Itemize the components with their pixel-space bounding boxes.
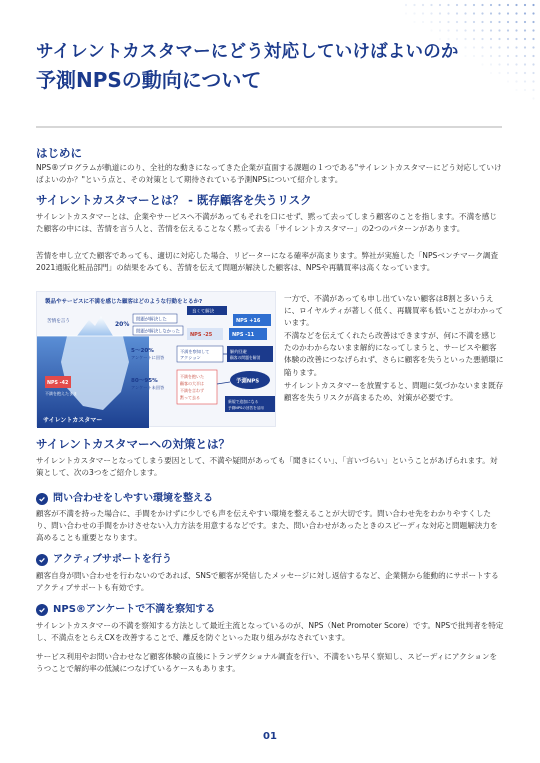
action-2-line-1: 不満を抱いた xyxy=(180,374,204,379)
decorative-dot xyxy=(515,38,517,40)
decorative-dot xyxy=(464,4,466,6)
decorative-dot xyxy=(532,55,534,57)
sub3-paragraph-2: サービス利用やお問い合わせなど顧客体験の直後にトランザクショナル調査を行い、不満をいち早く察知し、スピーディにアクションをうつことで解約率の低減につなげているケースもあります。 xyxy=(36,652,498,674)
decorative-dot xyxy=(481,12,483,14)
decorative-dot xyxy=(532,38,534,40)
title-line-1: サイレントカスタマーにどう対応していけばよいのか xyxy=(36,42,459,62)
decorative-dot xyxy=(507,21,509,23)
decorative-dot xyxy=(532,46,534,48)
result-1-line-1: 解約回避 xyxy=(230,349,247,354)
decorative-dot xyxy=(524,55,526,57)
section1-side-3: サイレントカスタマーを放置すると、問題に気づかないまま既存顧客を失うリスクが高まるため、対策が必要です。 xyxy=(284,381,504,403)
decorative-dot xyxy=(439,12,441,14)
predict-nps-label: 予測NPS xyxy=(236,378,260,385)
arrow-to-predict xyxy=(217,382,230,384)
decorative-dot xyxy=(524,12,526,14)
decorative-dot xyxy=(524,38,526,40)
pct-20: 20% xyxy=(115,321,130,328)
intro-text: NPS®プログラムが軌道にのり、全社的な動きになってきた企業が直面する課題の１つである"サイレントカスタマーにどう対応していけばよいのか？"という点と、その対策として期待されている予測NPSについて紹介します。 xyxy=(36,163,502,185)
decorative-dot xyxy=(405,4,407,6)
page-number: 01 xyxy=(263,731,277,742)
decorative-dot xyxy=(498,12,500,14)
pct-5-20: 5〜20% xyxy=(131,348,154,354)
decorative-dot xyxy=(532,4,534,6)
decorative-dot xyxy=(498,29,500,31)
decorative-dot xyxy=(507,46,509,48)
nps-m42: NPS -42 xyxy=(47,381,69,386)
decorative-dot xyxy=(532,97,534,99)
decorative-dot xyxy=(507,12,509,14)
bottom-label: サイレントカスタマー xyxy=(43,417,103,424)
intro-heading: はじめに xyxy=(36,146,82,160)
result-1-line-2: 顧客の問題を解消 xyxy=(230,355,261,360)
decorative-dot xyxy=(439,4,441,6)
decorative-dot xyxy=(498,21,500,23)
decorative-dot xyxy=(532,12,534,14)
decorative-dot xyxy=(524,29,526,31)
decorative-dot xyxy=(413,4,415,6)
silent-customer-figure xyxy=(36,291,276,427)
label-no-survey: アンケート未回答 xyxy=(131,385,165,390)
section1-heading: サイレントカスタマーとは？ - 既存顧客を失うリスク xyxy=(36,193,312,207)
decorative-dot xyxy=(481,29,483,31)
sub2-text: 顧客自身が問い合わせを行わないのであれば、SNSで顧客が発信したメッセージに対し返信するなど、企業側から能動的にサポートするアクティブサポートも有効です。 xyxy=(36,571,499,593)
figure-title: 製品やサービスに不満を感じた顧客はどのような行動をとるか? xyxy=(45,299,203,305)
decorative-dot xyxy=(524,21,526,23)
sub1-heading xyxy=(36,492,213,506)
decorative-dot xyxy=(447,21,449,23)
decorative-dot xyxy=(490,21,492,23)
nps-m25: NPS -25 xyxy=(190,332,213,338)
decorative-dot xyxy=(413,21,415,23)
decorative-dot xyxy=(532,21,534,23)
decorative-dot xyxy=(507,29,509,31)
sub3-paragraph-1: サイレントカスタマーの不満を察知する方法として最近主流となっているのが、NPS（Net Promoter Score）です。NPSで批判者を特定し、不満点をとらえCXを改善することで、離反を防ぐといった取り組みがなされています。 xyxy=(36,621,504,643)
label-resolved: 問題が解決した xyxy=(136,317,167,323)
decorative-dot xyxy=(524,89,526,91)
decorative-dot xyxy=(447,12,449,14)
result-2-line-2: 予測NPSの回答を活用 xyxy=(228,406,264,410)
decorative-dot xyxy=(456,21,458,23)
decorative-dot xyxy=(498,4,500,6)
action-2-line-4: 黙って去る xyxy=(180,395,200,400)
decorative-dot xyxy=(515,72,517,74)
title-line-2: 予測NPSの動向について xyxy=(36,68,262,92)
decorative-dot xyxy=(515,55,517,57)
action-1-line-2: アクション xyxy=(180,355,201,360)
decorative-dot xyxy=(515,46,517,48)
decorative-dot xyxy=(490,29,492,31)
sub1-text: 顧客が不満を持った場合に、手間をかけずに少しでも声を伝えやすい環境を整えることが大切です。問い合わせ先をわかりやすくしたり、問い合わせの手間をかけさせない入力方法を用意するなどです。また、問い合わせがあったときのスピーディな対応と問題解決力を高めることも重要となります。 xyxy=(36,509,498,543)
decorative-dot xyxy=(507,63,509,65)
decorative-dot xyxy=(473,4,475,6)
label-unresolved: 問題が解決しなかった xyxy=(136,329,180,335)
decorative-dot xyxy=(524,72,526,74)
sub2-heading-text: アクティブサポートを行う xyxy=(53,554,172,565)
decorative-dot xyxy=(481,4,483,6)
sub3-heading-text: NPS®アンケートで不満を察知する xyxy=(53,604,216,615)
action-1-line-1: 不満を察知して xyxy=(180,349,210,354)
sub2-heading xyxy=(36,553,172,567)
nps-m11: NPS -11 xyxy=(232,332,255,338)
decorative-dot xyxy=(515,21,517,23)
decorative-dot xyxy=(532,80,534,82)
action-2-line-2: 顧客の大半は xyxy=(180,381,204,386)
decorative-dot xyxy=(447,4,449,6)
decorative-dot xyxy=(481,21,483,23)
decorative-dot xyxy=(532,29,534,31)
label-silent-note: 不満を抱えたまま xyxy=(45,391,77,396)
action-2-line-3: 不満を言わず xyxy=(180,388,204,393)
sub1-heading-text: 問い合わせをしやすい環境を整える xyxy=(53,493,213,504)
decorative-dot xyxy=(473,12,475,14)
decorative-dot xyxy=(507,80,509,82)
decorative-dot xyxy=(439,21,441,23)
decorative-dot xyxy=(524,63,526,65)
decorative-dot xyxy=(464,29,466,31)
decorative-dot xyxy=(515,89,517,91)
nps-p16: NPS +16 xyxy=(236,318,261,324)
decorative-dot xyxy=(507,4,509,6)
decorative-dot xyxy=(405,12,407,14)
section2-heading: サイレントカスタマーへの対策とは？ xyxy=(36,437,231,451)
section1-side-2: 不満などを伝えてくれたら改善はできますが、何に不満を感じたのかわからないまま解約になってしまうと、サービスや顧客体験の改善につなげられず、さらに顧客を失うといった悪循環に陥ります。 xyxy=(284,331,504,377)
check-icon xyxy=(36,554,48,566)
decorative-dot xyxy=(515,4,517,6)
decorative-dot xyxy=(507,72,509,74)
decorative-dot xyxy=(473,21,475,23)
section2-text: サイレントカスタマーとなってしまう要因として、不満や疑問があっても「聞きにくい」、「言いづらい」ということがあげられます。対策として、次の3つをご紹介します。 xyxy=(36,456,498,478)
section1-paragraph-1: サイレントカスタマーとは、企業やサービスへ不満があってもそれを口にせず、黙って去ってしまう顧客のことを指します。不満を感じた顧客の中には、苦情を言う人と、苦情を伝えることなく黙って去る「サイレントカスタマー」の2つのパターンがあります。 xyxy=(36,212,497,234)
decorative-dot xyxy=(456,12,458,14)
decorative-dot xyxy=(507,55,509,57)
decorative-dot xyxy=(490,4,492,6)
page-title xyxy=(36,40,506,95)
decorative-dot xyxy=(515,80,517,82)
decorative-dot xyxy=(447,29,449,31)
decorative-dot xyxy=(422,12,424,14)
decorative-dot xyxy=(456,29,458,31)
decorative-dot xyxy=(515,12,517,14)
decorative-dot xyxy=(532,63,534,65)
decorative-dot xyxy=(532,72,534,74)
decorative-dot xyxy=(507,38,509,40)
decorative-dot xyxy=(473,29,475,31)
decorative-dot xyxy=(515,29,517,31)
check-icon xyxy=(36,604,48,616)
check-icon xyxy=(36,493,48,505)
decorative-dot xyxy=(422,4,424,6)
decorative-dot xyxy=(490,12,492,14)
decorative-dot xyxy=(430,12,432,14)
decorative-dot xyxy=(524,46,526,48)
decorative-dot xyxy=(464,12,466,14)
label-survey: アンケートに回答 xyxy=(131,355,165,360)
decorative-dot xyxy=(524,80,526,82)
section1-paragraph-2: 苦情を申し立てた顧客であっても、適切に対応した場合、リピーターになる確率が高まります。弊社が実施した「NPSベンチマーク調査2021通販化粧品部門」の結果をみても、苦情を伝えて問題が解決した顧客は、NPSや再購買率は高くなっています。 xyxy=(36,251,499,273)
figure-graphic xyxy=(37,292,277,428)
decorative-dot xyxy=(422,21,424,23)
section1-side-1: 一方で、不満があっても申し出ていない顧客は8割と多いうえに、ロイヤルティが著しく低く、再購買率も低いことがわかっています。 xyxy=(284,294,504,328)
decorative-dot xyxy=(430,21,432,23)
decorative-dot xyxy=(413,12,415,14)
label-complaint: 苦情を言う xyxy=(47,319,70,324)
decorative-dot xyxy=(532,89,534,91)
result-2-line-1: 新規で追加になる xyxy=(228,399,259,404)
label-good: 良くて解決 xyxy=(192,309,214,315)
decorative-dot xyxy=(524,4,526,6)
decorative-dot xyxy=(430,4,432,6)
decorative-dot xyxy=(430,29,432,31)
pct-80-95: 80〜95% xyxy=(131,378,158,384)
iceberg-top xyxy=(77,316,113,336)
sub3-heading xyxy=(36,603,215,617)
title-divider xyxy=(36,126,502,128)
decorative-dot xyxy=(515,63,517,65)
decorative-dot xyxy=(456,4,458,6)
decorative-dot xyxy=(439,29,441,31)
decorative-dot xyxy=(464,21,466,23)
